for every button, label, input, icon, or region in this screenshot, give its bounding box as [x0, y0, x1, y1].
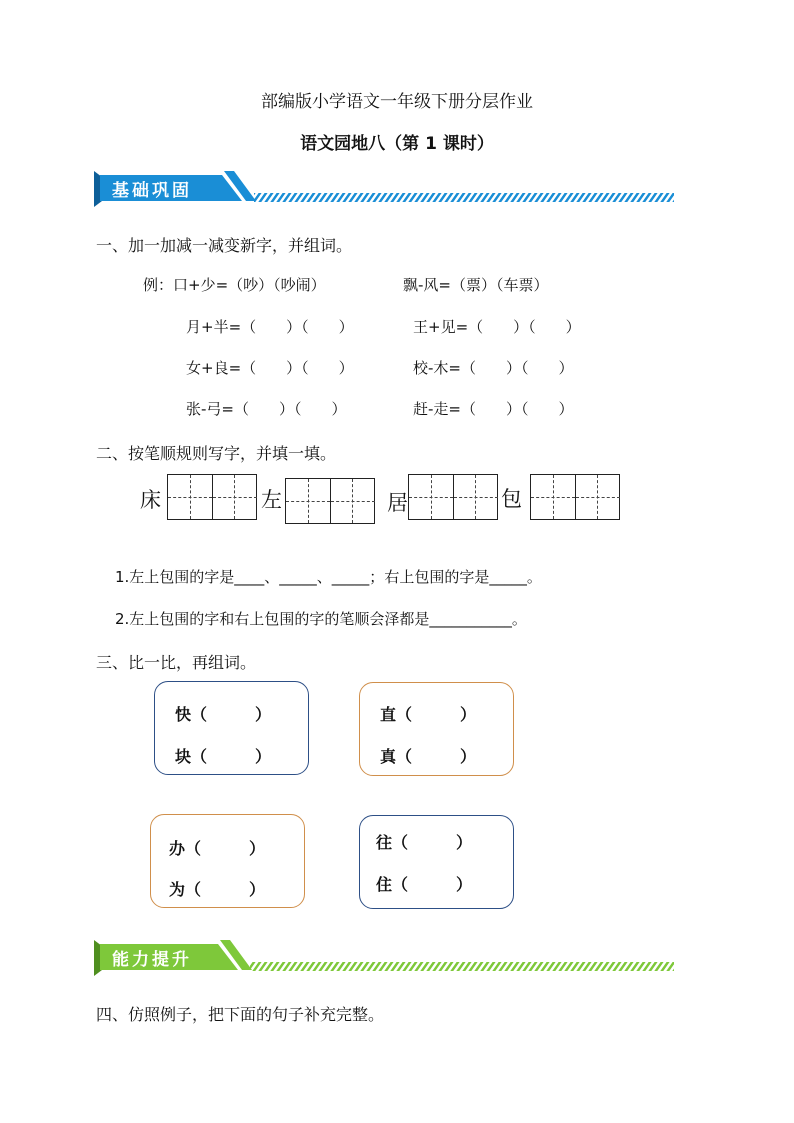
q1-example-b: 飘-风=（票）（车票）	[403, 276, 549, 294]
section-label-advanced: 能力提升	[112, 950, 192, 970]
stroke-char: 包	[501, 487, 522, 511]
compare-box	[359, 815, 514, 909]
writing-grid[interactable]	[285, 478, 375, 524]
q3-heading: 三、比一比，再组词。	[96, 653, 257, 672]
compare-line[interactable]: 直（ ）	[380, 705, 477, 724]
stroke-char: 床	[140, 488, 161, 512]
q4-heading: 四、仿照例子，把下面的句子补充完整。	[96, 1005, 385, 1024]
writing-grid[interactable]	[408, 474, 498, 520]
q1-item: 王+见=（ ）（ ）	[413, 318, 581, 336]
q1-example-a: 例：口+少=（吵）（吵闹）	[143, 276, 326, 294]
q1-item: 校-木=（ ）（ ）	[413, 359, 574, 377]
writing-grid[interactable]	[530, 474, 620, 520]
q1-item: 月+半=（ ）（ ）	[186, 318, 354, 336]
lesson-title: 语文园地八（第 1 课时）	[300, 134, 494, 154]
q1-item: 张-弓=（ ）（ ）	[186, 400, 347, 418]
compare-box	[150, 814, 305, 908]
compare-line[interactable]: 为（ ）	[169, 880, 266, 899]
compare-line[interactable]: 住（ ）	[376, 875, 473, 894]
q1-item: 女+良=（ ）（ ）	[186, 359, 354, 377]
writing-grid[interactable]	[167, 474, 257, 520]
q1-heading: 一、加一加减一减变新字，并组词。	[96, 236, 353, 255]
compare-box	[359, 682, 514, 776]
compare-line[interactable]: 块（ ）	[175, 747, 272, 766]
q2-heading: 二、按笔顺规则写字，并填一填。	[96, 444, 337, 463]
section-banner-basic	[94, 171, 678, 207]
compare-line[interactable]: 快（ ）	[175, 705, 272, 724]
doc-title: 部编版小学语文一年级下册分层作业	[261, 92, 533, 112]
section-banner-advanced	[94, 940, 678, 976]
stroke-char: 居	[387, 491, 408, 515]
compare-box	[154, 681, 309, 775]
q2-line-2: 2.左上包围的字和右上包围的字的笔顺会泽都是___________。	[115, 610, 527, 628]
stroke-char: 左	[261, 488, 282, 512]
compare-line[interactable]: 真（ ）	[380, 747, 477, 766]
section-label-basic: 基础巩固	[112, 181, 192, 201]
compare-line[interactable]: 办（ ）	[169, 839, 266, 858]
compare-line[interactable]: 往（ ）	[376, 833, 473, 852]
q1-item: 赶-走=（ ）（ ）	[413, 400, 574, 418]
q2-line-1: 1.左上包围的字是____、_____、_____；右上包围的字是_____。	[115, 568, 542, 586]
